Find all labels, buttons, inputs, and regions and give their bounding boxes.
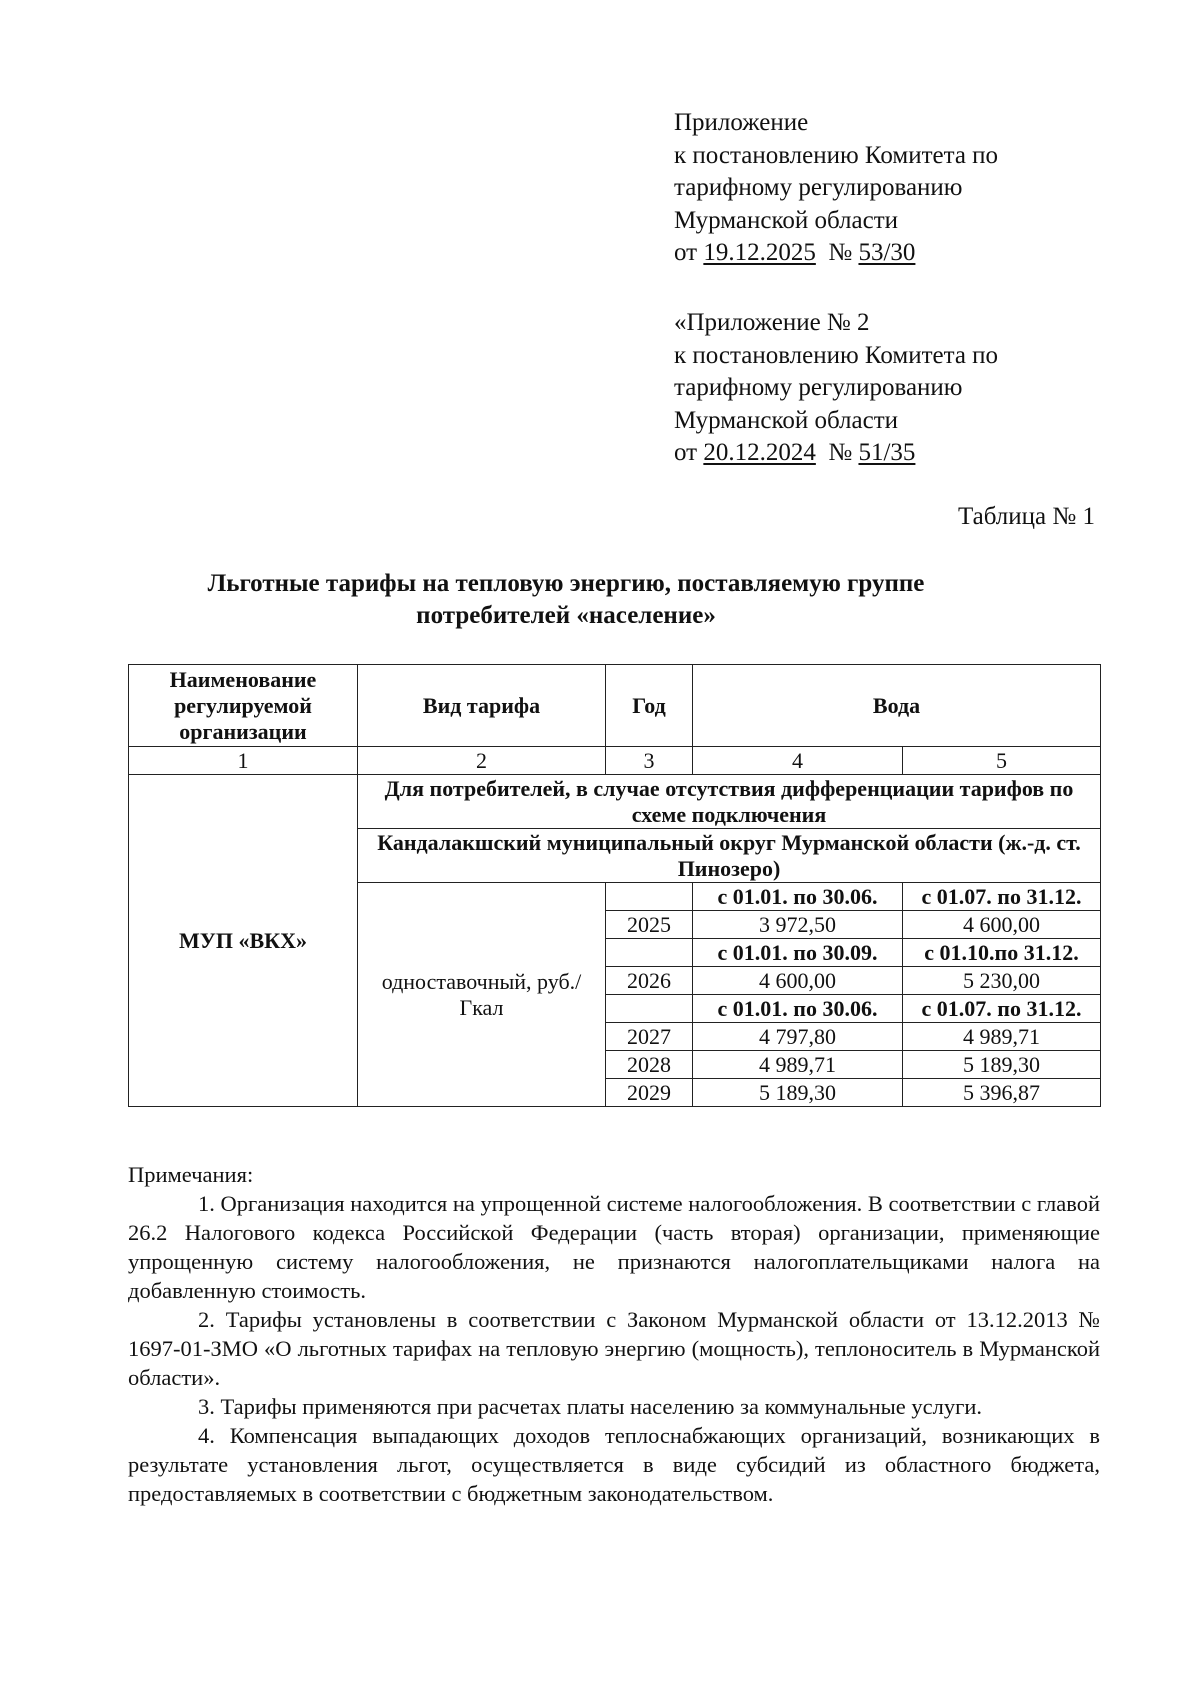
- notes-heading: Примечания:: [128, 1162, 254, 1187]
- header-line: к постановлению Комитета по: [674, 341, 999, 369]
- header-line: Мурманской области: [674, 206, 899, 234]
- document-title: [150, 568, 982, 632]
- year-cell: 2029: [606, 1079, 693, 1107]
- note-item: 3. Тарифы применяются при расчетах платы населению за коммунальные услуги.: [198, 1394, 982, 1419]
- year-cell: [606, 939, 693, 967]
- group-row: [129, 775, 1101, 829]
- value-cell: 5 189,30: [903, 1051, 1101, 1079]
- tariff-type: одноставочный, руб./Гкал: [358, 883, 606, 1107]
- header-line: к постановлению Комитета по: [674, 141, 999, 169]
- period-cell: с 01.10.по 31.12.: [903, 939, 1101, 967]
- year-cell: [606, 883, 693, 911]
- period-cell: с 01.01. по 30.06.: [693, 883, 903, 911]
- column-number: 1: [129, 747, 358, 775]
- territory: Кандалакшский муниципальный округ Мурманской области (ж.-д. ст. Пинозеро): [358, 829, 1101, 883]
- header-date-line: [674, 437, 998, 470]
- header-line: Мурманской области: [674, 406, 899, 434]
- table-number: Таблица № 1: [957, 503, 1095, 530]
- date-prefix: от: [674, 439, 698, 466]
- period-cell: с 01.01. по 30.09.: [693, 939, 903, 967]
- header-line: «Приложение № 2: [674, 309, 870, 336]
- column-header: Вода: [693, 665, 1101, 747]
- table-header-row: [129, 665, 1101, 747]
- notes-section: [128, 1160, 1100, 1508]
- number-prefix: №: [828, 439, 853, 466]
- header-date-line: [674, 237, 998, 270]
- resolution-date: 19.12.2025: [703, 239, 816, 266]
- column-header: Наименование регулируемой организации: [129, 665, 358, 747]
- note-item: 2. Тарифы установлены в соответствии с Законом Мурманской области от 13.12.2013 № 1697-01-ЗМО «О льготных тарифах на тепловую энергию (мощность), теплоноситель в Мурманской области».: [128, 1307, 1100, 1390]
- appendix-header: [674, 107, 998, 270]
- resolution-number: 53/30: [858, 239, 916, 266]
- column-number: 3: [606, 747, 693, 775]
- tariff-table: [128, 664, 1101, 1107]
- title-line: Льготные тарифы на тепловую энергию, поставляемую группе: [207, 570, 925, 597]
- period-cell: с 01.07. по 31.12.: [903, 995, 1101, 1023]
- header-line: тарифному регулированию: [674, 374, 963, 401]
- header-line: Приложение: [674, 109, 809, 136]
- value-cell: 5 230,00: [903, 967, 1101, 995]
- consumer-group: Для потребителей, в случае отсутствия дифференциации тарифов по схеме подключения: [358, 775, 1101, 829]
- appendix-2-header: [674, 307, 998, 470]
- column-number-row: [129, 747, 1101, 775]
- value-cell: 4 989,71: [693, 1051, 903, 1079]
- column-number: 4: [693, 747, 903, 775]
- organization-name: МУП «ВКХ»: [129, 775, 358, 1107]
- date-prefix: от: [674, 239, 698, 266]
- value-cell: 5 189,30: [693, 1079, 903, 1107]
- value-cell: 5 396,87: [903, 1079, 1101, 1107]
- year-cell: [606, 995, 693, 1023]
- column-header: Вид тарифа: [358, 665, 606, 747]
- year-cell: 2025: [606, 911, 693, 939]
- value-cell: 3 972,50: [693, 911, 903, 939]
- resolution-date: 20.12.2024: [703, 439, 816, 466]
- title-line: потребителей «население»: [416, 602, 716, 629]
- column-header: Год: [606, 665, 693, 747]
- header-line: тарифному регулированию: [674, 174, 963, 201]
- year-cell: 2028: [606, 1051, 693, 1079]
- number-prefix: №: [828, 239, 853, 266]
- period-cell: с 01.01. по 30.06.: [693, 995, 903, 1023]
- value-cell: 4 989,71: [903, 1023, 1101, 1051]
- resolution-number: 51/35: [858, 439, 916, 466]
- year-cell: 2027: [606, 1023, 693, 1051]
- column-number: 5: [903, 747, 1101, 775]
- value-cell: 4 600,00: [903, 911, 1101, 939]
- year-cell: 2026: [606, 967, 693, 995]
- value-cell: 4 600,00: [693, 967, 903, 995]
- note-item: 4. Компенсация выпадающих доходов теплоснабжающих организаций, возникающих в результате установления льгот, осуществляется в виде субсидий из областного бюджета, предоставляемых в соответствии с бюджетным законодательством.: [128, 1423, 1100, 1506]
- value-cell: 4 797,80: [693, 1023, 903, 1051]
- note-item: 1. Организация находится на упрощенной системе налогообложения. В соответствии с главой 26.2 Налогового кодекса Российской Федерации (часть вторая) организации, применяющие упрощенную систему налогообложения, не признаются налогоплательщиками налога на добавленную стоимость.: [128, 1191, 1100, 1303]
- column-number: 2: [358, 747, 606, 775]
- period-cell: с 01.07. по 31.12.: [903, 883, 1101, 911]
